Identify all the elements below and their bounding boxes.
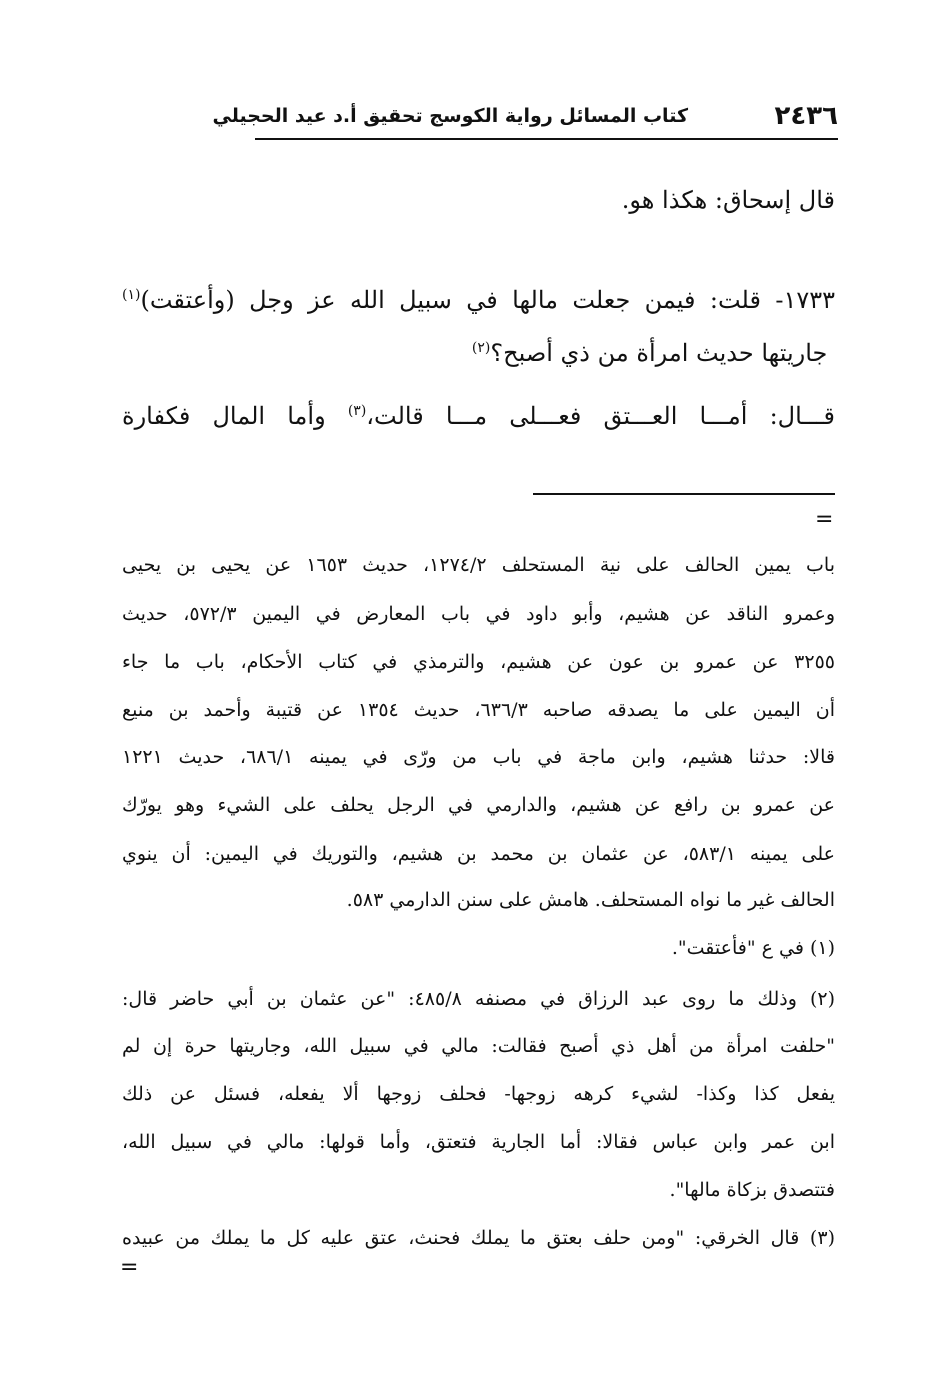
answer-text: قـــال: أمـــا العـــتق فعـــلى مـــا قالت، (366, 402, 836, 430)
footnote-2-line: يفعل كذا وكذا- لشيء كرهه زوجها- فحلف زوجها ألا يفعله، فسئل عن ذلك (122, 1083, 835, 1105)
footnote-ref-1[interactable]: (١) (122, 287, 141, 303)
footnote-cont-line: أن اليمين على ما يصدقه صاحبه ٦٣٦/٣، حديث ١٣٥٤ عن قتيبة وأحمد بن منيع (122, 699, 835, 721)
footnote-2-line: (٢) وذلك ما روى عبد الرزاق في مصنفه ٤٨٥/٨: "عن عثمان بن أبي حاضر قال: (122, 988, 836, 1010)
question-text-cont: جاريتها حديث امرأة من ذي أصبح؟ (490, 339, 828, 367)
footnote-separator (533, 493, 835, 495)
footnote-cont-line: قالا: حدثنا هشيم، وابن ماجة في باب من ورّى في يمينه ٦٨٦/١، حديث ١٢٢١ (122, 746, 835, 768)
ishaq-reply: قال إسحاق: هكذا هو. (621, 186, 835, 214)
continuation-mark-top: = (815, 507, 834, 532)
main-text-line (622, 180, 835, 220)
footnote-cont-line: على يمينه ٥٨٣/١، عن عثمان بن محمد بن هشيم، والتوريك في اليمين: أن ينوي (122, 843, 835, 865)
page-number: ٢٤٣٦ (774, 101, 838, 131)
footnote-cont-line: باب يمين الحالف على نية المستحلف ١٢٧٤/٢، حديث ١٦٥٣ عن يحيى بن يحيى (122, 554, 835, 576)
footnote-3: (٣) قال الخرقي: "ومن حلف بعتق ما يملك فحنث، عتق عليه كل ما يملك من عبيده (122, 1227, 835, 1249)
continuation-mark-bottom: = (120, 1255, 139, 1280)
question-line-2 (472, 333, 835, 373)
footnote-ref-3[interactable]: (٣) (347, 403, 367, 419)
footnote-cont-line: عن عمرو بن رافع عن هشيم، والدارمي في الرجل يحلف على الشيء وهو يورّك (122, 794, 835, 816)
header-rule (255, 138, 838, 140)
footnote-ref-2[interactable]: (٢) (471, 340, 491, 356)
question-text: قلت: فيمن جعلت مالها في سبيل الله عز وجل (وأعتقت) (140, 286, 761, 314)
footnote-1: (١) في ع "فأعتقت". (671, 937, 835, 959)
running-title: كتاب المسائل رواية الكوسج تحقيق أ.د عيد الحجيلي (212, 105, 688, 127)
footnote-cont-line: ٣٢٥٥ عن عمرو بن عون عن هشيم، والترمذي في كتاب الأحكام، باب ما جاء (122, 651, 835, 673)
footnote-cont-line: الحالف غير ما نواه المستحلف. هامش على سنن الدارمي ٥٨٣. (346, 889, 835, 911)
footnote-2-line: ابن عمر وابن عباس فقالا: أما الجارية فتعتق، وأما قولها: مالي في سبيل الله، (122, 1131, 835, 1153)
question-number: ١٧٣٣- (775, 286, 835, 314)
footnote-2-line: فتتصدق بزكاة مالها". (669, 1179, 835, 1201)
page-header (212, 100, 838, 136)
footnote-cont-line: وعمرو الناقد عن هشيم، وأبو داود في باب المعارض في اليمين ٥٧٢/٣، حديث (122, 603, 835, 625)
question-line-1 (122, 280, 835, 320)
answer-text-cont: وأما المال فكفارة (122, 402, 348, 430)
answer-line (122, 396, 835, 436)
footnote-2-line: "حلفت امرأة من أهل ذي أصبح فقالت: مالي في سبيل الله، وجاريتها حرة إن لم (122, 1035, 835, 1057)
